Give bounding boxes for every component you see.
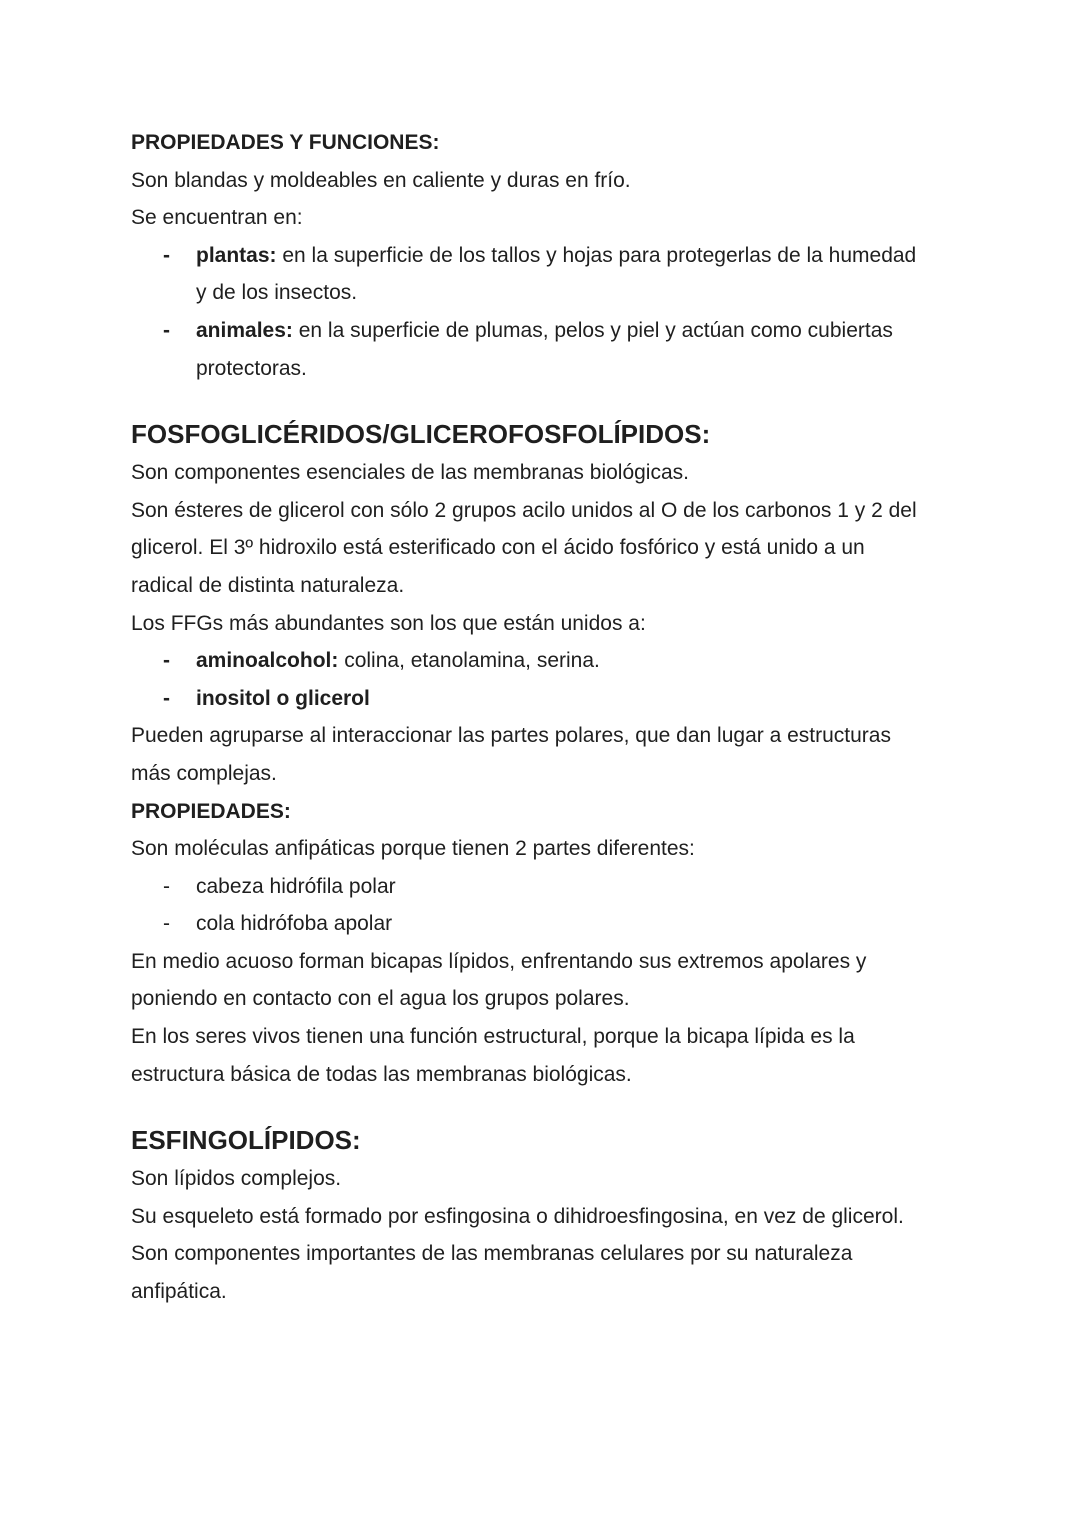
paragraph: estructura básica de todas las membranas biológicas. (131, 1062, 632, 1086)
paragraph: En los seres vivos tienen una función estructural, porque la bicapa lípida es la (131, 1025, 855, 1049)
list-dash: - (163, 649, 170, 673)
document-page (131, 124, 961, 1311)
list-dash: - (163, 243, 170, 267)
section-heading-fosfogliceridos: FOSFOGLICÉRIDOS/GLICEROFOSFOLÍPIDOS: (131, 419, 711, 450)
paragraph: Son moléculas anfipáticas porque tienen 2 partes diferentes: (131, 837, 695, 861)
list-text: y de los insectos. (196, 281, 358, 305)
paragraph: Se encuentran en: (131, 206, 303, 230)
list-term: plantas: (196, 243, 277, 267)
section-heading-esfingolipidos: ESFINGOLÍPIDOS: (131, 1125, 361, 1156)
paragraph: poniendo en contacto con el agua los grupos polares. (131, 987, 630, 1011)
list-text: en la superficie de plumas, pelos y piel y actúan como cubiertas (292, 318, 893, 342)
list-dash: - (163, 686, 170, 710)
ffg-list (131, 642, 961, 717)
paragraph: Son componentes importantes de las membranas celulares por su naturaleza (131, 1242, 853, 1266)
list-item-continuation (131, 350, 961, 388)
list-item (131, 312, 961, 350)
list-item (131, 237, 961, 275)
paragraph: En medio acuoso forman bicapas lípidos, enfrentando sus extremos apolares y (131, 949, 867, 973)
section-heading-propiedades-funciones: PROPIEDADES Y FUNCIONES: (131, 131, 440, 154)
paragraph: más complejas. (131, 761, 277, 785)
paragraph: Son lípidos complejos. (131, 1167, 342, 1191)
list-dash: - (163, 912, 170, 936)
list-item (131, 905, 961, 943)
paragraph: Su esqueleto está formado por esfingosina o dihidroesfingosina, en vez de glicerol. (131, 1204, 904, 1228)
paragraph: Son blandas y moldeables en caliente y duras en frío. (131, 168, 631, 192)
list-term: aminoalcohol: (196, 649, 339, 673)
subheading-propiedades: PROPIEDADES: (131, 799, 291, 823)
list-text: protectoras. (196, 356, 307, 380)
list-text: cabeza hidrófila polar (196, 874, 396, 898)
paragraph: Los FFGs más abundantes son los que están unidos a: (131, 611, 646, 635)
habitat-list (131, 237, 961, 387)
list-item (131, 868, 961, 906)
paragraph: Pueden agruparse al interaccionar las partes polares, que dan lugar a estructuras (131, 724, 891, 748)
list-term: animales: (196, 318, 293, 342)
list-text: colina, etanolamina, serina. (338, 649, 600, 673)
paragraph: glicerol. El 3º hidroxilo está esterificado con el ácido fosfórico y está unido a un (131, 536, 865, 560)
list-item (131, 680, 961, 718)
list-item (131, 642, 961, 680)
list-term: inositol o glicerol (196, 686, 370, 710)
list-text: cola hidrófoba apolar (196, 912, 393, 936)
parts-list (131, 868, 961, 943)
paragraph: Son componentes esenciales de las membranas biológicas. (131, 461, 689, 485)
list-dash: - (163, 318, 170, 342)
paragraph: radical de distinta naturaleza. (131, 573, 405, 597)
paragraph: anfipática. (131, 1280, 227, 1304)
list-dash: - (163, 874, 170, 898)
list-text: en la superficie de los tallos y hojas para protegerlas de la humedad (276, 243, 917, 267)
paragraph: Son ésteres de glicerol con sólo 2 grupos acilo unidos al O de los carbonos 1 y 2 del (131, 498, 917, 522)
list-item-continuation (131, 274, 961, 312)
